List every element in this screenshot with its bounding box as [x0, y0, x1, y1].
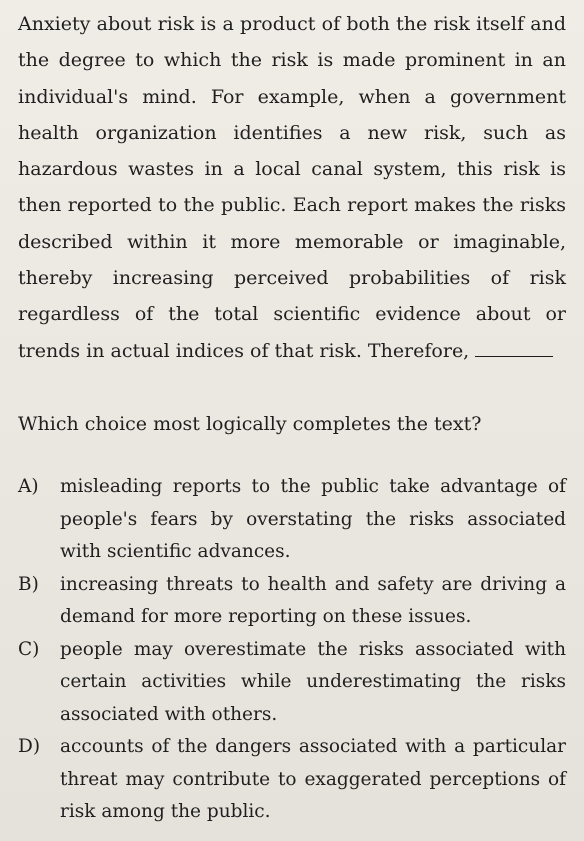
choice-b[interactable]: [18, 569, 566, 634]
choice-c-text: people may overestimate the risks associated with certain activities while underestimating the risks associated with others.: [60, 638, 566, 725]
choice-c[interactable]: [18, 634, 566, 732]
choice-b-letter: B): [18, 573, 39, 595]
passage-text: [18, 6, 566, 369]
choice-a-letter: A): [18, 476, 39, 497]
question-prompt: Which choice most logically completes the text?: [18, 413, 482, 435]
choice-b-text: increasing threats to health and safety are driving a demand for more reporting on these issues.: [60, 573, 566, 627]
choice-c-letter: C): [18, 638, 40, 660]
choice-a-text: misleading reports to the public take advantage of people's fears by overstating the risks associated with scientific advances.: [60, 476, 566, 562]
choice-d-letter: D): [18, 736, 41, 757]
passage-body: Anxiety about risk is a product of both the risk itself and the degree to which the risk is made prominent in an individual's mind. For example, when a government health organization identifies a new risk, such as hazardous wastes in a local canal system, this risk is then reported to the public. Each report makes the risks described within it more memorable or imaginable, thereby increasing perceived probabilities of risk regardless of the total scientific evidence about or trends in actual indices of that risk. Therefore,: [18, 13, 566, 362]
choice-d-text: accounts of the dangers associated with a particular threat may contribute to exaggerated perceptions of risk among the public.: [60, 736, 566, 822]
choice-a[interactable]: [18, 471, 566, 569]
answer-choices: [18, 471, 566, 829]
answer-blank: [475, 342, 553, 357]
choice-d[interactable]: [18, 731, 566, 829]
